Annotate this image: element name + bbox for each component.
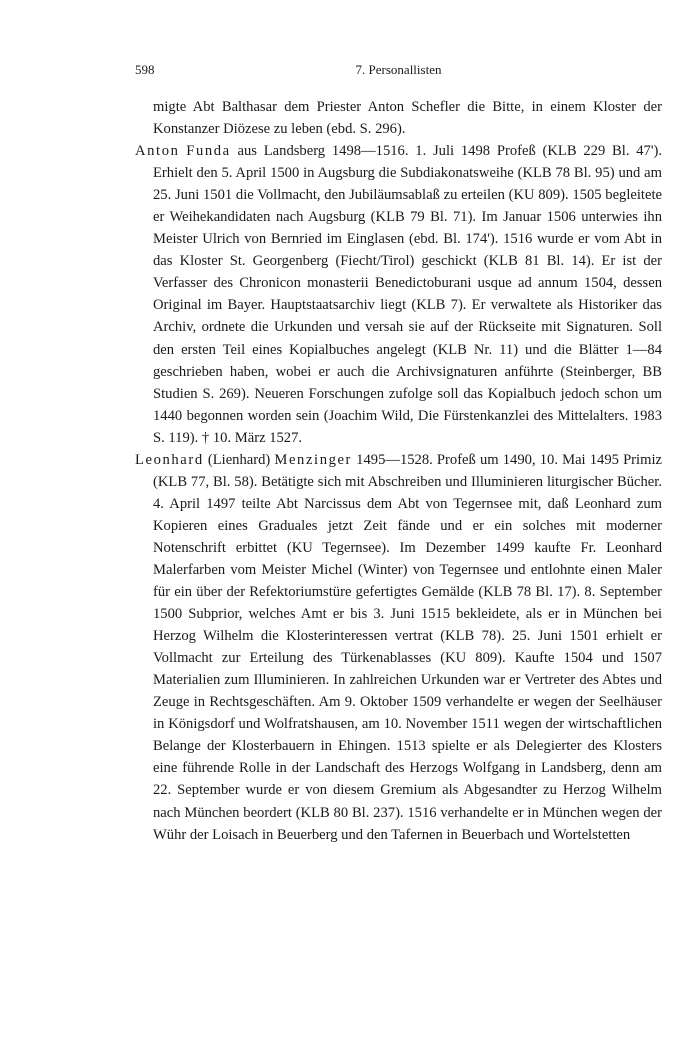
entry-surname: Menzinger: [274, 451, 353, 468]
entry-text: 1495—1528. Profeß um 1490, 10. Mai 1495 Primiz (KLB 77, Bl. 58). Betätigte sich mit Abschreiben und Illuminieren liturgischer Bücher. 4. April 1497 teilte Abt Narcissus dem Abt von Tegernsee mit, daß Leonhard zum Kopieren eines Graduales jetzt Zeit fände und er ein solches mit moderner Notenschrift erbittet (KU Tegernsee). Im Dezember 1499 kaufte Fr. Leonhard Malerfarben vom Meister Michel (Winter) von Tegernsee und entlohnte einen Maler für ein über der Refektoriumstüre gefertigtes Gemälde (KLB 78 Bl. 17). 8. September 1500 Subprior, welches Amt er bis 3. Juni 1515 bekleidete, als er in München bei Herzog Wilhelm die Klosterinteressen vertrat (KLB 78). 25. Juni 1501 erhielt er Vollmacht zur Erteilung des Türkenablasses (KU 809). Kaufte 1504 und 1507 Materialien zum Illuminieren. In zahlreichen Urkunden war er Vertreter des Abtes und Zeuge in Rechtsgeschäften. Am 9. Oktober 1509 verhandelte er wegen der Seelhäuser in Königsdorf und Wolfratshausen, am 10. November 1511 wegen der wirtschaftlichen Belange der Klosterbauern in Ehingen. 1513 spielte er als Delegierter des Klosters eine führende Rolle in der Landschaft des Herzogs Wolfgang in Landsberg, denn am 22. September wurde er von diesem Gremium als Abgesandter zu Herzog Wilhelm nach München beordert (KLB 80 Bl. 237). 1516 verhandelte er in München wegen der Wühr der Loisach in Beuerberg und den Tafernen in Beuerbach und Wortelstetten: [153, 451, 662, 843]
entry-alias: (Lienhard): [207, 451, 271, 468]
entry-continuation: [135, 96, 662, 140]
entry-first-name: Leonhard: [135, 451, 204, 468]
entry-text: aus Landsberg 1498—1516. 1. Juli 1498 Profeß (KLB 229 Bl. 47'). Erhielt den 5. April 1500 in Augsburg die Subdiakonatsweihe (KLB 78 Bl. 95) und am 25. Juni 1501 die Vollmacht, den Jubiläumsablaß zu erteilen (KU 809). 1505 begleitete er Weihekandidaten nach Augsburg (KLB 79 Bl. 71). Im Januar 1506 unterwies ihn Meister Ulrich von Bernried im Einglasen (ebd. Bl. 174'). 1516 wurde er vom Abt in das Kloster St. Georgenberg (Fiecht/Tirol) geschickt (KLB 81 Bl. 14). Er ist der Verfasser des Chronicon monasterii Benedictoburani usque ad annum 1504, dessen Original im Bayer. Hauptstaatsarchiv liegt (KLB 7). Er verwaltete als Historiker das Archiv, ordnete die Urkunden und versah sie auf der Rückseite mit Signaturen. Soll den ersten Teil eines Kopialbuches angelegt (KLB Nr. 11) und die Blätter 1—84 geschrieben haben, wobei er auch die Archivsignaturen anführte (Steinberger, BB Studien S. 269). Neueren Forschungen zufolge soll das Kopialbuch jedoch schon um 1440 begonnen worden sein (Joachim Wild, Die Fürstenkanzlei des Mittelalters. 1983 S. 119). † 10. März 1527.: [153, 143, 662, 446]
body-text: [135, 96, 662, 846]
running-head: 7. Personallisten: [355, 62, 442, 77]
entry-leonhard-menzinger: [135, 449, 662, 846]
entry-text: migte Abt Balthasar dem Priester Anton Schefler die Bitte, in einem Kloster der Konstanzer Diözese zu leben (ebd. S. 296).: [153, 99, 662, 138]
entry-surname: Funda: [186, 143, 231, 160]
entry-anton-funda: [135, 140, 662, 449]
page-number: 598: [135, 62, 155, 77]
entry-first-name: Anton: [135, 143, 180, 160]
page-header: [135, 62, 662, 82]
